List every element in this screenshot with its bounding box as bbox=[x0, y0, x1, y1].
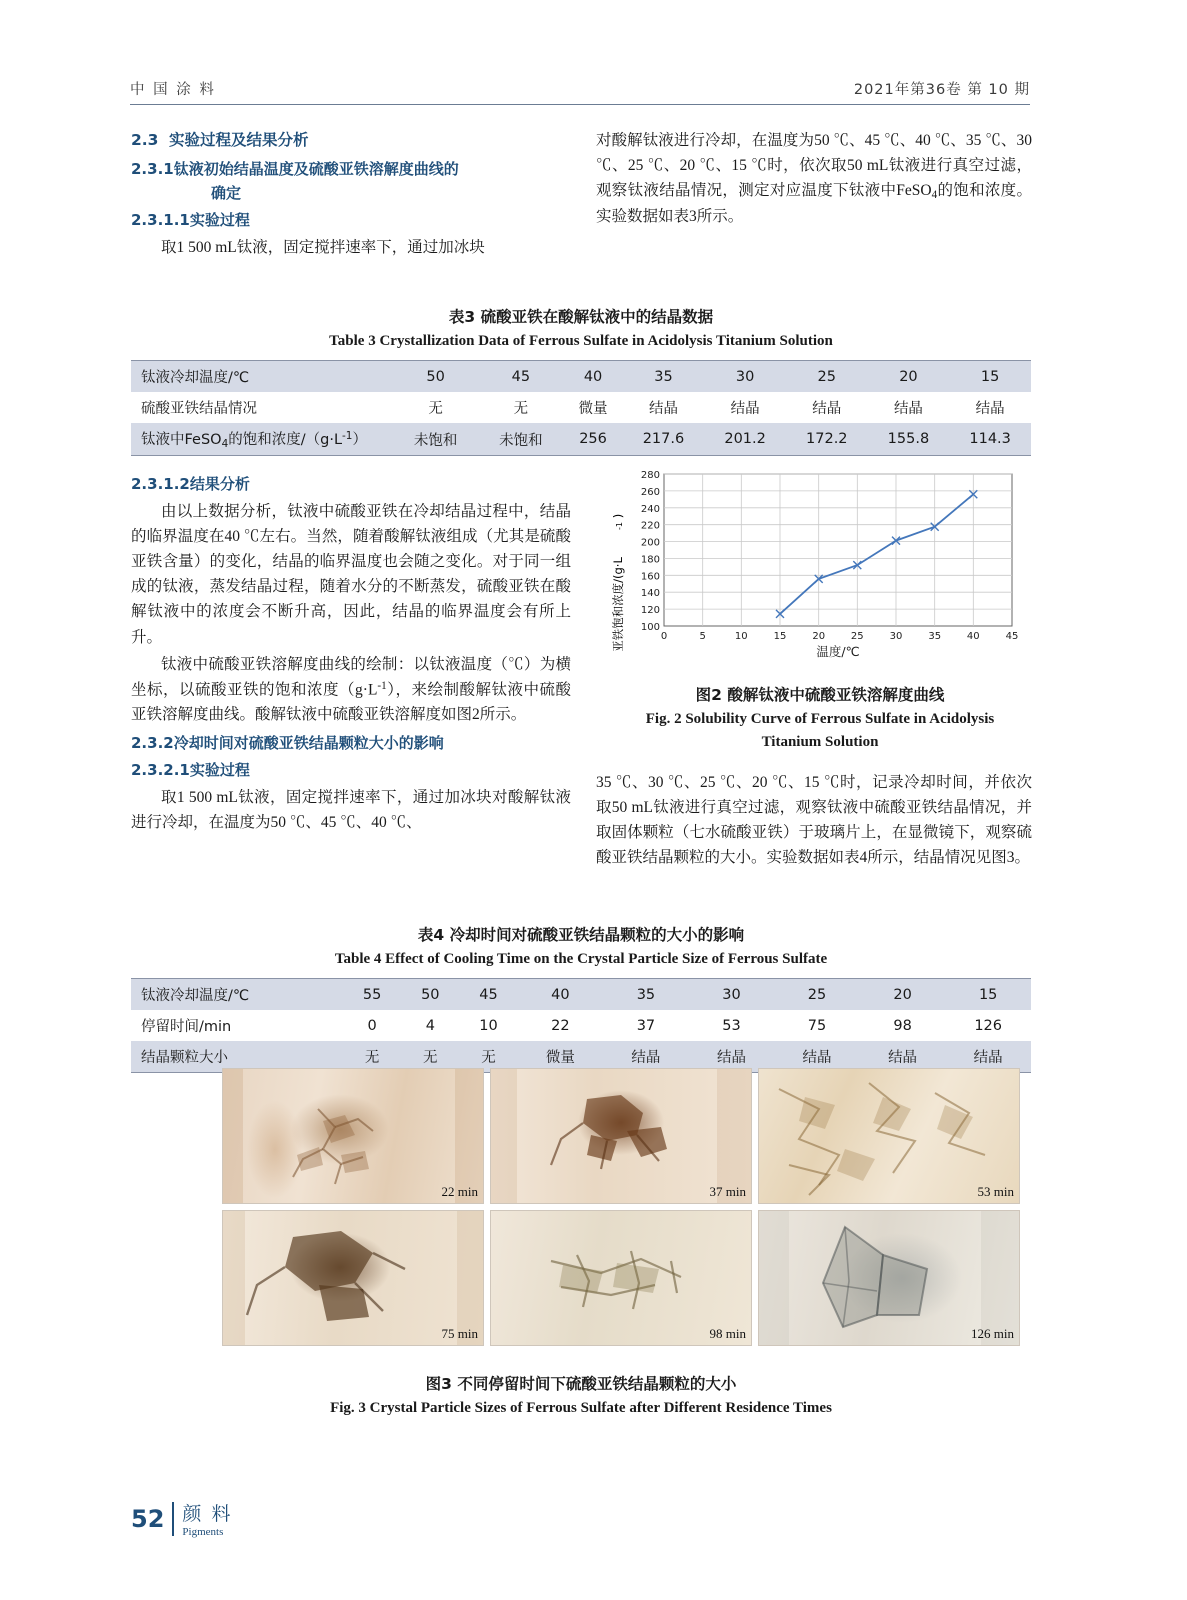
paragraph-solubility-b: ），来绘制酸解钛液中硫酸亚铁溶解度曲线。酸解钛液中硫酸亚铁溶解度如图2所示。 bbox=[131, 681, 571, 724]
table4-row2-label: 结晶颗粒大小 bbox=[141, 1050, 228, 1067]
table4-caption-en: Table 4 Effect of Cooling Time on the Crystal Particle Size of Ferrous Sulfate bbox=[334, 950, 828, 967]
table-row bbox=[131, 361, 1031, 392]
figure3-image-grid bbox=[222, 1068, 1028, 1346]
table4-cell: 45 bbox=[479, 986, 498, 1003]
table-row bbox=[131, 423, 1031, 455]
left-column-top bbox=[131, 128, 571, 262]
solubility-curve-svg bbox=[608, 466, 1032, 651]
svg-text:180: 180 bbox=[640, 554, 660, 566]
svg-text:25: 25 bbox=[850, 631, 864, 642]
table3-cell: 256 bbox=[579, 431, 607, 447]
table3-cell: 无 bbox=[428, 401, 443, 418]
svg-text:160: 160 bbox=[640, 571, 660, 583]
heading-2-3-2-1-title: 实验过程 bbox=[189, 761, 250, 780]
micrograph-panel bbox=[222, 1210, 484, 1346]
heading-2-3-2-1-number: 2.3.2.1 bbox=[131, 761, 190, 780]
table3-wrapper bbox=[131, 360, 1031, 456]
micrograph-panel bbox=[222, 1068, 484, 1204]
table3-cell: 172.2 bbox=[806, 431, 848, 447]
table3-row2-label-sub: 4 bbox=[221, 437, 229, 450]
table3-row1-label: 硫酸亚铁结晶情况 bbox=[141, 401, 257, 418]
heading-2-3-1-title-line2: 确定 bbox=[211, 184, 242, 203]
panel-timestamp: 75 min bbox=[441, 1326, 478, 1341]
svg-text:140: 140 bbox=[640, 588, 660, 600]
heading-2-3-2-title: 冷却时间对硫酸亚铁结晶颗粒大小的影响 bbox=[173, 734, 444, 753]
table4-caption-zh: 表4 冷却时间对硫酸亚铁结晶颗粒的大小的影响 bbox=[417, 926, 745, 944]
unit-superscript: -1 bbox=[377, 679, 387, 692]
paragraph-cooling-b: 的饱和浓度。实验数据如表3所示。 bbox=[596, 182, 1032, 226]
heading-2-3-1-1-number: 2.3.1.1 bbox=[131, 211, 190, 230]
table3-row2-label-a: 钛液中FeSO bbox=[141, 432, 222, 449]
footer-section bbox=[182, 1499, 232, 1538]
heading-2-3-2 bbox=[131, 731, 571, 755]
paragraph-result-analysis: 由以上数据分析，钛液中硫酸亚铁在冷却结晶过程中，结晶的临界温度在40 ℃左右。当然，随着酸解钛液组成（尤其是硫酸亚铁含量）的变化，结晶的临界温度也会随之变化。对于同一组成的钛液，蒸发结晶过程，随着水分的不断蒸发，硫酸亚铁在酸解钛液中的浓度会不断升高，因此，结晶的临界温度会有所上升。 bbox=[131, 503, 571, 646]
svg-text:280: 280 bbox=[640, 470, 660, 481]
svg-text:100: 100 bbox=[640, 622, 660, 633]
table3-cell: 35 bbox=[654, 368, 673, 385]
panel-timestamp: 126 min bbox=[971, 1326, 1014, 1341]
heading-2-3-1-1 bbox=[131, 208, 571, 232]
table3-caption-en: Table 3 Crystallization Data of Ferrous Sulfate in Acidolysis Titanium Solution bbox=[329, 332, 833, 349]
paragraph-experiment-process-1: 取1 500 mL钛液，固定搅拌速率下，通过加冰块 bbox=[161, 239, 485, 257]
figure2-caption-en-2: Titanium Solution bbox=[761, 734, 879, 751]
table-row bbox=[131, 1010, 1031, 1041]
table-row bbox=[131, 979, 1031, 1010]
table4-cell: 无 bbox=[423, 1050, 438, 1067]
footer-section-zh: 颜 料 bbox=[182, 1503, 233, 1525]
svg-text:): ) bbox=[611, 513, 625, 519]
table-row bbox=[131, 392, 1031, 423]
table4-row1-label: 停留时间/min bbox=[141, 1019, 232, 1036]
table4-cell: 40 bbox=[551, 986, 570, 1003]
svg-text:240: 240 bbox=[640, 503, 660, 515]
table4-cell: 0 bbox=[367, 1017, 377, 1034]
table4-cell: 25 bbox=[807, 986, 827, 1003]
table4-cell: 结晶 bbox=[973, 1050, 1003, 1067]
panel-timestamp: 98 min bbox=[709, 1326, 746, 1341]
page-footer bbox=[131, 1499, 232, 1538]
heading-2-3-2-number: 2.3.2 bbox=[131, 734, 174, 753]
svg-text:40: 40 bbox=[966, 631, 980, 642]
journal-name: 中 国 涂 料 bbox=[130, 82, 216, 98]
micrograph-panel bbox=[758, 1068, 1020, 1204]
left-column-middle bbox=[131, 470, 571, 838]
table4-cell: 98 bbox=[893, 1017, 912, 1034]
right-column-top bbox=[596, 128, 1032, 232]
table3-cell: 114.3 bbox=[969, 431, 1011, 447]
header-rule bbox=[130, 104, 1030, 105]
heading-2-3-number: 2.3 bbox=[131, 131, 159, 149]
svg-text:20: 20 bbox=[812, 631, 826, 642]
paragraph-solubility-curve bbox=[131, 652, 571, 728]
table4-cell: 无 bbox=[364, 1050, 380, 1067]
table4-cell: 75 bbox=[807, 1017, 827, 1034]
table4-cell: 10 bbox=[479, 1017, 498, 1034]
svg-text:10: 10 bbox=[734, 631, 748, 642]
table4-cell: 微量 bbox=[545, 1050, 575, 1067]
paragraph-experiment-process-2: 取1 500 mL钛液，固定搅拌速率下，通过加冰块对酸解钛液进行冷却，在温度为50 ℃、45 ℃、40 ℃、 bbox=[131, 789, 571, 832]
table4-cell: 53 bbox=[722, 1017, 741, 1034]
svg-text:0: 0 bbox=[660, 631, 668, 642]
table3-cell: 155.8 bbox=[887, 431, 930, 447]
table3-cell: 30 bbox=[735, 368, 755, 385]
table4-cell: 50 bbox=[421, 986, 440, 1003]
svg-text:220: 220 bbox=[640, 520, 660, 532]
formula-subscript: 4 bbox=[931, 189, 938, 202]
table3-cell: 结晶 bbox=[893, 401, 923, 418]
table3-row2-label-b: 的饱和浓度/（g·L bbox=[228, 432, 343, 449]
heading-2-3-2-1 bbox=[131, 758, 571, 782]
page-header bbox=[130, 78, 1030, 99]
right-column-lower bbox=[596, 770, 1032, 872]
paragraph-residence-time: 35 ℃、30 ℃、25 ℃、20 ℃、15 ℃时，记录冷却时间，并依次取50 mL钛液进行真空过滤，观察钛液中硫酸亚铁结晶情况，并取固体颗粒（七水硫酸亚铁）于玻璃片上，在显微镜下，观察硫酸亚铁结晶颗粒的大小。实验数据如表4所示，结晶情况见图3。 bbox=[596, 774, 1032, 867]
table3-cell: 结晶 bbox=[648, 401, 678, 418]
paragraph-cooling-description bbox=[596, 128, 1032, 230]
table3 bbox=[131, 361, 1031, 455]
table3-cell: 结晶 bbox=[975, 401, 1005, 418]
figure2-caption-en-1: Fig. 2 Solubility Curve of Ferrous Sulfate in Acidolysis bbox=[645, 710, 995, 727]
table3-cell: 未饱和 bbox=[413, 432, 458, 449]
table3-row0-label: 钛液冷却温度/℃ bbox=[141, 370, 250, 387]
svg-text:-1: -1 bbox=[615, 522, 624, 530]
table4-cell: 37 bbox=[636, 1017, 656, 1034]
table4-cell: 15 bbox=[978, 986, 998, 1003]
micrograph-panel bbox=[490, 1068, 752, 1204]
table4 bbox=[131, 979, 1031, 1072]
table4-cell: 30 bbox=[722, 986, 741, 1003]
svg-text:硫酸亚铁饱和浓度/(g·L: 硫酸亚铁饱和浓度/(g·L bbox=[611, 557, 625, 651]
table3-cell: 结晶 bbox=[812, 401, 842, 418]
paragraph-cooling-a: 对酸解钛液进行冷却，在温度为50 ℃、45 ℃、40 ℃、35 ℃、30 ℃、25 ℃、20 ℃、15 ℃时，依次取50 mL钛液进行真空过滤，观察钛液结晶情况，测定对应温度下钛液中FeSO bbox=[596, 132, 1032, 200]
table4-row0-label: 钛液冷却温度/℃ bbox=[141, 988, 250, 1005]
heading-2-3-1-2-number: 2.3.1.2 bbox=[131, 475, 190, 493]
svg-text:120: 120 bbox=[640, 605, 660, 617]
table4-cell: 55 bbox=[362, 986, 382, 1003]
table3-cell: 未饱和 bbox=[499, 432, 543, 449]
table4-cell: 4 bbox=[425, 1017, 435, 1034]
svg-text:35: 35 bbox=[928, 631, 942, 642]
table3-row2-label-c: ） bbox=[352, 432, 367, 449]
heading-2-3-1 bbox=[131, 157, 571, 205]
svg-text:260: 260 bbox=[640, 486, 660, 498]
table3-cell: 201.2 bbox=[724, 431, 766, 447]
table3-cell: 50 bbox=[426, 368, 445, 385]
svg-text:5: 5 bbox=[699, 631, 706, 642]
figure3-caption-zh: 图3 不同停留时间下硫酸亚铁结晶颗粒的大小 bbox=[425, 1375, 737, 1393]
table4-cell: 126 bbox=[974, 1017, 1003, 1034]
issue-info: 2021年第36卷 第 10 期 bbox=[853, 82, 1030, 98]
svg-text:200: 200 bbox=[640, 537, 660, 549]
heading-2-3-1-2 bbox=[131, 472, 571, 496]
table3-row2-label bbox=[131, 423, 393, 455]
panel-timestamp: 22 min bbox=[441, 1184, 478, 1199]
table4-cell: 35 bbox=[636, 986, 656, 1003]
svg-text:45: 45 bbox=[1005, 631, 1019, 642]
table4-cell: 结晶 bbox=[716, 1050, 746, 1067]
figure2-chart bbox=[608, 466, 1028, 661]
table4-cell: 无 bbox=[481, 1050, 496, 1067]
table3-caption-zh: 表3 硫酸亚铁在酸解钛液中的结晶数据 bbox=[448, 308, 714, 326]
footer-divider bbox=[172, 1502, 174, 1536]
heading-2-3 bbox=[131, 128, 571, 152]
table3-cell: 15 bbox=[980, 368, 1000, 385]
table3-cell: 无 bbox=[513, 401, 529, 418]
svg-text:15: 15 bbox=[773, 631, 787, 642]
svg-text:30: 30 bbox=[889, 631, 903, 642]
table3-cell: 45 bbox=[511, 368, 531, 385]
table3-cell: 40 bbox=[583, 368, 603, 385]
panel-timestamp: 37 min bbox=[709, 1184, 746, 1199]
micrograph-panel bbox=[758, 1210, 1020, 1346]
heading-2-3-1-number: 2.3.1 bbox=[131, 160, 174, 179]
figure3-caption-en: Fig. 3 Crystal Particle Sizes of Ferrous Sulfate after Different Residence Times bbox=[330, 1399, 832, 1416]
table4-cell: 结晶 bbox=[888, 1050, 918, 1067]
table4-cell: 结晶 bbox=[631, 1050, 661, 1067]
table3-cell: 结晶 bbox=[730, 401, 760, 418]
panel-timestamp: 53 min bbox=[977, 1184, 1014, 1199]
paragraph-solubility-a: 钛液中硫酸亚铁溶解度曲线的绘制：以钛液温度（℃）为横坐标，以硫酸亚铁的饱和浓度（g·L bbox=[131, 655, 571, 699]
footer-section-en: Pigments bbox=[182, 1526, 224, 1538]
table4-block bbox=[131, 923, 1031, 1073]
micrograph-panel bbox=[490, 1210, 752, 1346]
table4-wrapper bbox=[131, 978, 1031, 1073]
heading-2-3-1-2-title: 结果分析 bbox=[189, 475, 250, 493]
figure3-caption-block bbox=[131, 1372, 1031, 1420]
page-number: 52 bbox=[131, 1504, 165, 1533]
table4-cell: 结晶 bbox=[802, 1050, 832, 1067]
table3-block bbox=[131, 305, 1031, 456]
heading-2-3-1-1-title: 实验过程 bbox=[189, 211, 250, 230]
heading-2-3-1-title: 钛液初始结晶温度及硫酸亚铁溶解度曲线的 bbox=[173, 160, 459, 179]
figure2-caption-zh: 图2 酸解钛液中硫酸亚铁溶解度曲线 bbox=[695, 686, 945, 704]
table4-cell: 20 bbox=[893, 986, 912, 1003]
chart-x-axis-label: 温度/℃ bbox=[816, 644, 860, 659]
figure2-block bbox=[608, 466, 1032, 754]
table3-cell: 20 bbox=[899, 368, 918, 385]
table3-row2-label-sup: -1 bbox=[342, 430, 353, 443]
table3-cell: 25 bbox=[817, 368, 836, 385]
heading-2-3-title: 实验过程及结果分析 bbox=[169, 131, 309, 149]
table3-cell: 217.6 bbox=[642, 431, 685, 447]
table3-cell: 微量 bbox=[578, 401, 608, 418]
table4-cell: 22 bbox=[551, 1017, 570, 1034]
